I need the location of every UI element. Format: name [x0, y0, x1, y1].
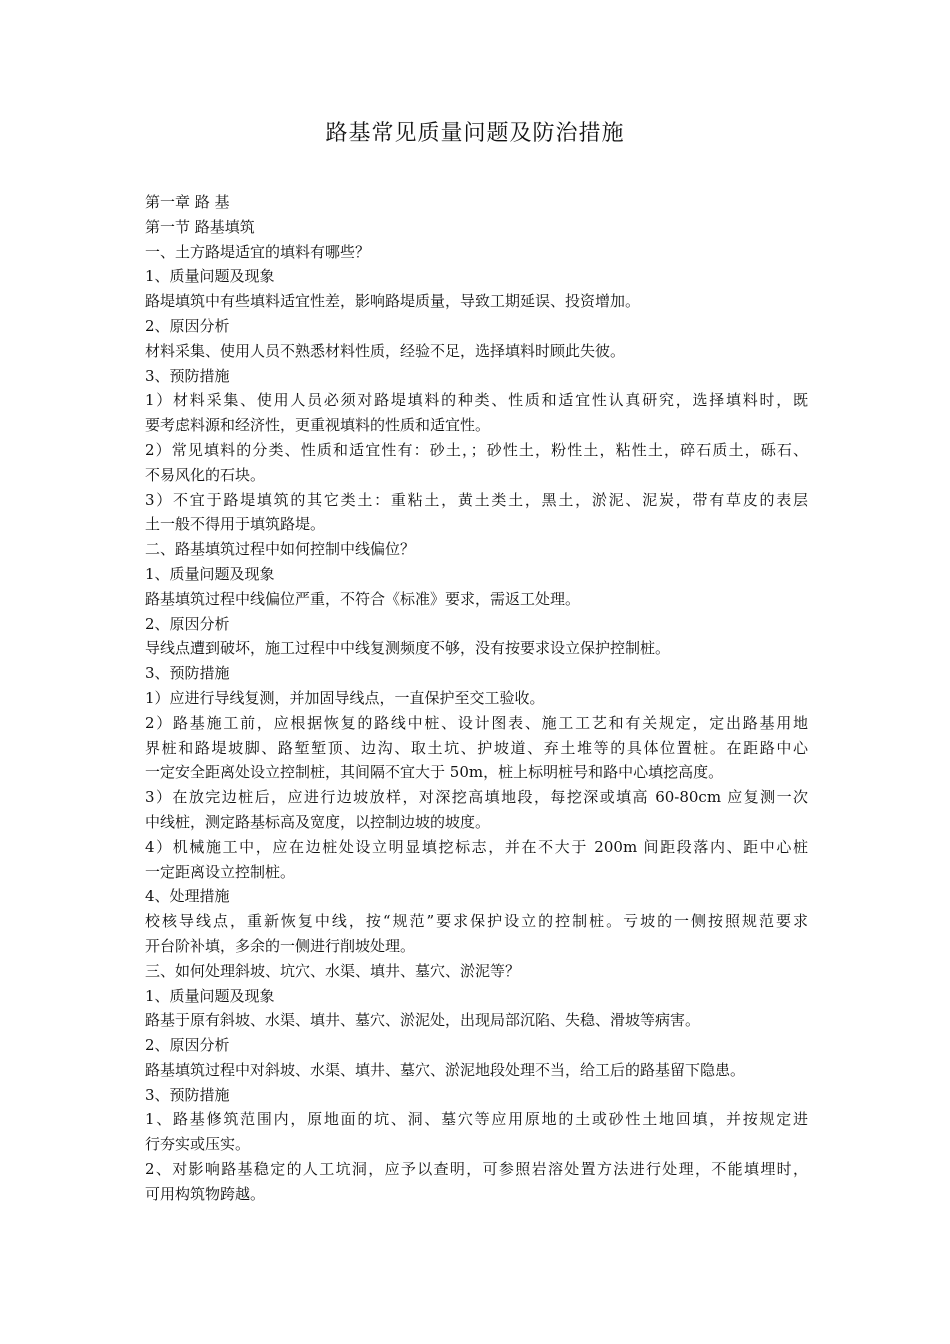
text-line: 1、路基修筑范围内，原地面的坑、洞、墓穴等应用原地的土或砂性土地回填，并按规定进: [145, 1110, 808, 1129]
document-title: 路基常见质量问题及防治措施: [325, 121, 625, 146]
text-line: 2、原因分析: [145, 614, 230, 633]
text-line: 1、质量问题及现象: [145, 267, 275, 286]
text-line: 路基于原有斜坡、水渠、填井、墓穴、淤泥处，出现局部沉陷、失稳、滑坡等病害。: [145, 1011, 701, 1030]
text-line: 第一节 路基填筑: [145, 217, 255, 236]
text-line: 导线点遭到破坏，施工过程中中线复测频度不够，没有按要求设立保护控制桩。: [145, 639, 671, 658]
text-line: 2）常见填料的分类、性质和适宜性有：砂土，；砂性土，粉性土，粘性土，碎石质土，砾石、: [145, 440, 808, 459]
text-line: 一定安全距离处设立控制桩，其间隔不宜大于 50m，桩上标明桩号和路中心填挖高度。: [145, 763, 724, 782]
text-line: 土一般不得用于填筑路堤。: [145, 515, 326, 534]
text-line: 开台阶补填，多余的一侧进行削坡处理。: [145, 936, 416, 955]
text-line: 4）机械施工中，应在边桩处设立明显填挖标志，并在不大于 200m 间距段落内、距中心桩: [145, 837, 808, 856]
text-line: 校核导线点，重新恢复中线，按“规范”要求保护设立的控制桩。亏坡的一侧按照规范要求: [145, 912, 808, 931]
text-line: 1、质量问题及现象: [145, 564, 275, 583]
text-line: 界桩和路堤坡脚、路堑堑顶、边沟、取土坑、护坡道、弃土堆等的具体位置桩。在距路中心: [145, 738, 808, 757]
text-line: 1）材料采集、使用人员必须对路堤填料的种类、性质和适宜性认真研究，选择填料时，既: [145, 391, 808, 410]
text-line: 第一章 路 基: [145, 193, 230, 211]
text-line: 路基填筑过程中线偏位严重，不符合《标准》要求，需返工处理。: [145, 589, 581, 608]
document-body: [145, 190, 808, 1207]
text-line: 1）应进行导线复测，并加固导线点，一直保护至交工验收。: [145, 688, 545, 707]
text-line: 2、原因分析: [145, 1036, 230, 1055]
text-line: 不易风化的石块。: [145, 465, 266, 484]
text-line: 材料采集、使用人员不熟悉材料性质，经验不足，选择填料时顾此失彼。: [145, 341, 626, 360]
text-line: 2、对影响路基稳定的人工坑洞，应予以查明，可参照岩溶处置方法进行处理，不能填埋时，: [145, 1160, 808, 1179]
text-line: 中线桩，测定路基标高及宽度，以控制边坡的坡度。: [145, 812, 491, 831]
text-line: 三、如何处理斜坡、坑穴、水渠、填井、墓穴、淤泥等？: [145, 961, 521, 980]
text-line: 2、原因分析: [145, 316, 230, 335]
text-line: 一定距离设立控制桩。: [145, 862, 296, 881]
text-line: 路堤填筑中有些填料适宜性差，影响路堤质量，导致工期延误、投资增加。: [145, 292, 641, 311]
text-line: 二、路基填筑过程中如何控制中线偏位？: [145, 540, 416, 559]
text-line: 3、预防措施: [145, 366, 230, 385]
text-line: 3、预防措施: [145, 664, 230, 683]
text-line: 3、预防措施: [145, 1085, 230, 1104]
text-line: 要考虑料源和经济性，更重视填料的性质和适宜性。: [145, 416, 491, 435]
text-line: 3）在放完边桩后，应进行边坡放样，对深挖高填地段，每挖深或填高 60-80cm 应复测一次: [145, 788, 808, 807]
text-line: 可用构筑物跨越。: [145, 1184, 266, 1203]
text-line: 1、质量问题及现象: [145, 986, 275, 1005]
text-line: 行夯实或压实。: [145, 1135, 251, 1154]
text-line: 4、处理措施: [145, 887, 230, 906]
text-line: 3）不宜于路堤填筑的其它类土：重粘土，黄土类土，黑土，淤泥、泥炭，带有草皮的表层: [145, 490, 808, 509]
text-line: 2）路基施工前，应根据恢复的路线中桩、设计图表、施工工艺和有关规定，定出路基用地: [145, 713, 808, 732]
text-line: 路基填筑过程中对斜坡、水渠、填井、墓穴、淤泥地段处理不当，给工后的路基留下隐患。: [145, 1060, 746, 1079]
text-line: 一、土方路堤适宜的填料有哪些？: [145, 242, 371, 261]
